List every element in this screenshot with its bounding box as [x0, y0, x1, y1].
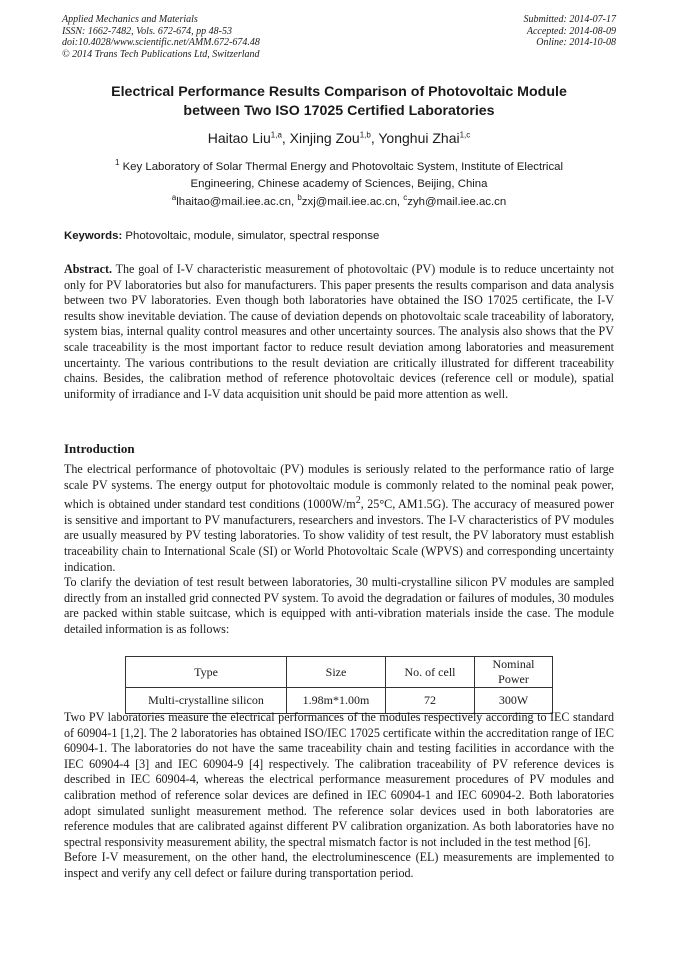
doi-line: doi:10.4028/www.scientific.net/AMM.672-674.48 — [62, 37, 260, 48]
affiliation-line-2: Engineering, Chinese academy of Sciences, Beijing, China — [190, 177, 488, 190]
table-cell: 72 — [386, 688, 475, 714]
author-name: Yonghui Zhai — [378, 130, 460, 146]
paragraph: Before I-V measurement, on the other hand, the electroluminescence (EL) measurements are implemented to inspect and verify any cell defect or failure during transportation period. — [64, 850, 614, 880]
module-info-table — [125, 656, 553, 714]
accepted-date: Accepted: 2014-08-09 — [526, 25, 616, 37]
column-header: Type — [126, 657, 287, 688]
table-cell: 300W — [475, 688, 553, 714]
email-link[interactable]: zxj@mail.iee.ac.cn, — [301, 195, 401, 208]
keywords — [64, 230, 624, 242]
dates-info — [524, 14, 617, 49]
paragraph: To clarify the deviation of test result between laboratories, 30 multi-crystalline silicon PV modules are sampled directly from an installed grid connected PV system. To avoid the degradation or failures of modules, 30 modules are packed within stable suitcase, which is equipped with anti-vibration materials inside the case. The module detailed information is as follows: — [64, 575, 614, 636]
abstract-text: The goal of I-V characteristic measurement of photovoltaic (PV) module is to reduce uncertainty not only for PV laboratories but also for manufacturers. This paper presents the results comparison and data analysis between two PV laboratories. Even though both laboratories have obtained the ISO 17025 certificate, the I-V results show inevitable deviation. The cause of deviation depends on photovoltaic scale traceability of laboratory, system bias, internal quality control measures and other uncertainty sources. The analysis also shows that the PV scale traceability is the most important factor to reduce result deviation among laboratories and measurement uncertainty. The various contributions to the result deviation are critically illustrated for different traceability chains. Besides, the calibration method of reference photovoltaic devices (reference cell or module), spatial uniformity of irradiance and I-V data acquisition unit should be paid more attention as well. — [64, 262, 614, 401]
author-name: Xinjing Zou — [289, 130, 360, 146]
title-line-1: Electrical Performance Results Comparison of Photovoltaic Module — [111, 84, 567, 100]
journal-info — [62, 14, 260, 60]
author-superscript: 1,c — [459, 130, 471, 140]
abstract — [64, 262, 614, 402]
paragraph: The electrical performance of photovoltaic (PV) modules is seriously related to the performance ratio of large scale PV systems. The energy output for photovoltaic module is commonly related to the nominal peak power, which is obtained under standard test conditions ($1000W/m^2$, 25°C, AM1.5G). The accuracy of measured power is sensitive and important to PV manufacturers, researchers and investors. The I-V characteristics of PV modules are usually measured by PV testing laboratories. To show validity of test result, the PV laboratory must establish traceability chain to International Scale (SI) or World Photovoltaic Scale (WPVS) and corresponding uncertainty indication. — [64, 462, 615, 574]
author-name: Haitao Liu — [207, 130, 271, 146]
column-header: Size — [287, 657, 386, 688]
abstract-label: Abstract. — [64, 262, 113, 276]
section-heading: Introduction — [64, 441, 135, 456]
email-superscript: a — [171, 193, 177, 202]
keywords-text: Photovoltaic, module, simulator, spectral response — [125, 230, 380, 242]
online-date: Online: 2014-10-08 — [536, 37, 616, 48]
table-header-row — [126, 657, 553, 688]
author-superscript: 1,a — [270, 130, 282, 140]
issn-line: ISSN: 1662-7482, Vols. 672-674, pp 48-53 — [62, 25, 232, 37]
submitted-date: Submitted: 2014-07-17 — [523, 14, 616, 25]
column-header: No. of cell — [386, 657, 475, 688]
journal-name: Applied Mechanics and Materials — [62, 14, 198, 25]
keywords-label: Keywords: — [64, 230, 123, 242]
affiliation-superscript: 1 — [114, 158, 120, 167]
table-cell: Multi-crystalline silicon — [126, 688, 287, 714]
email-link[interactable]: zyh@mail.iee.ac.cn — [407, 195, 507, 208]
table-cell: 1.98m*1.00m — [287, 688, 386, 714]
email-superscript: c — [403, 193, 408, 202]
paragraph: Two PV laboratories measure the electrical performances of the modules respectively according to IEC standard of 60904-1 [1,2]. The 2 laboratories has obtained ISO/IEC 17025 certificate within the accreditation range of IEC 60904-1. The laboratories do not have the same traceability chain and testing facilities in accordance with the IEC 60904-4 [3] and IEC 60904-9 [4] respectively. The calibration traceability of PV reference devices is described in IEC 60904-4, whereas the electrical performance measurement procedures of PV modules and calibration method of reference solar devices are defined in IEC 60904-1 and IEC 60904-2. Both laboratories adopt simulated sunlight measurement method. The reference solar devices used in both laboratories are reference modules that are calibrated against different PV calibration organization. As both laboratories have no spectral responsivity measurement ability, the spectral mismatch factor is not included in the test method [6]. — [64, 710, 614, 849]
copyright-line: © 2014 Trans Tech Publications Ltd, Switzerland — [62, 48, 260, 60]
affiliation-line-1: $^1$ Key Laboratory of Solar Thermal Energy and Photovoltaic System, Institute of Electrical — [114, 158, 564, 173]
email-list — [40, 193, 638, 208]
body-after-table — [64, 710, 614, 882]
paper-title — [40, 83, 638, 121]
introduction-body — [64, 462, 614, 638]
column-header: Nominal Power — [475, 657, 553, 688]
author-list: Haitao Liu$^{1,a}$, Xinjing Zou$^{1,b}$, Yonghui Zhai$^{1,c}$ — [207, 130, 471, 146]
email-link[interactable]: lhaitao@mail.iee.ac.cn, — [176, 195, 295, 208]
superscript: 2 — [355, 495, 361, 507]
author-superscript: 1,b — [359, 130, 371, 140]
affiliation — [70, 154, 608, 193]
email-superscript: b — [297, 193, 302, 202]
title-line-2: between Two ISO 17025 Certified Laboratories — [183, 103, 495, 119]
